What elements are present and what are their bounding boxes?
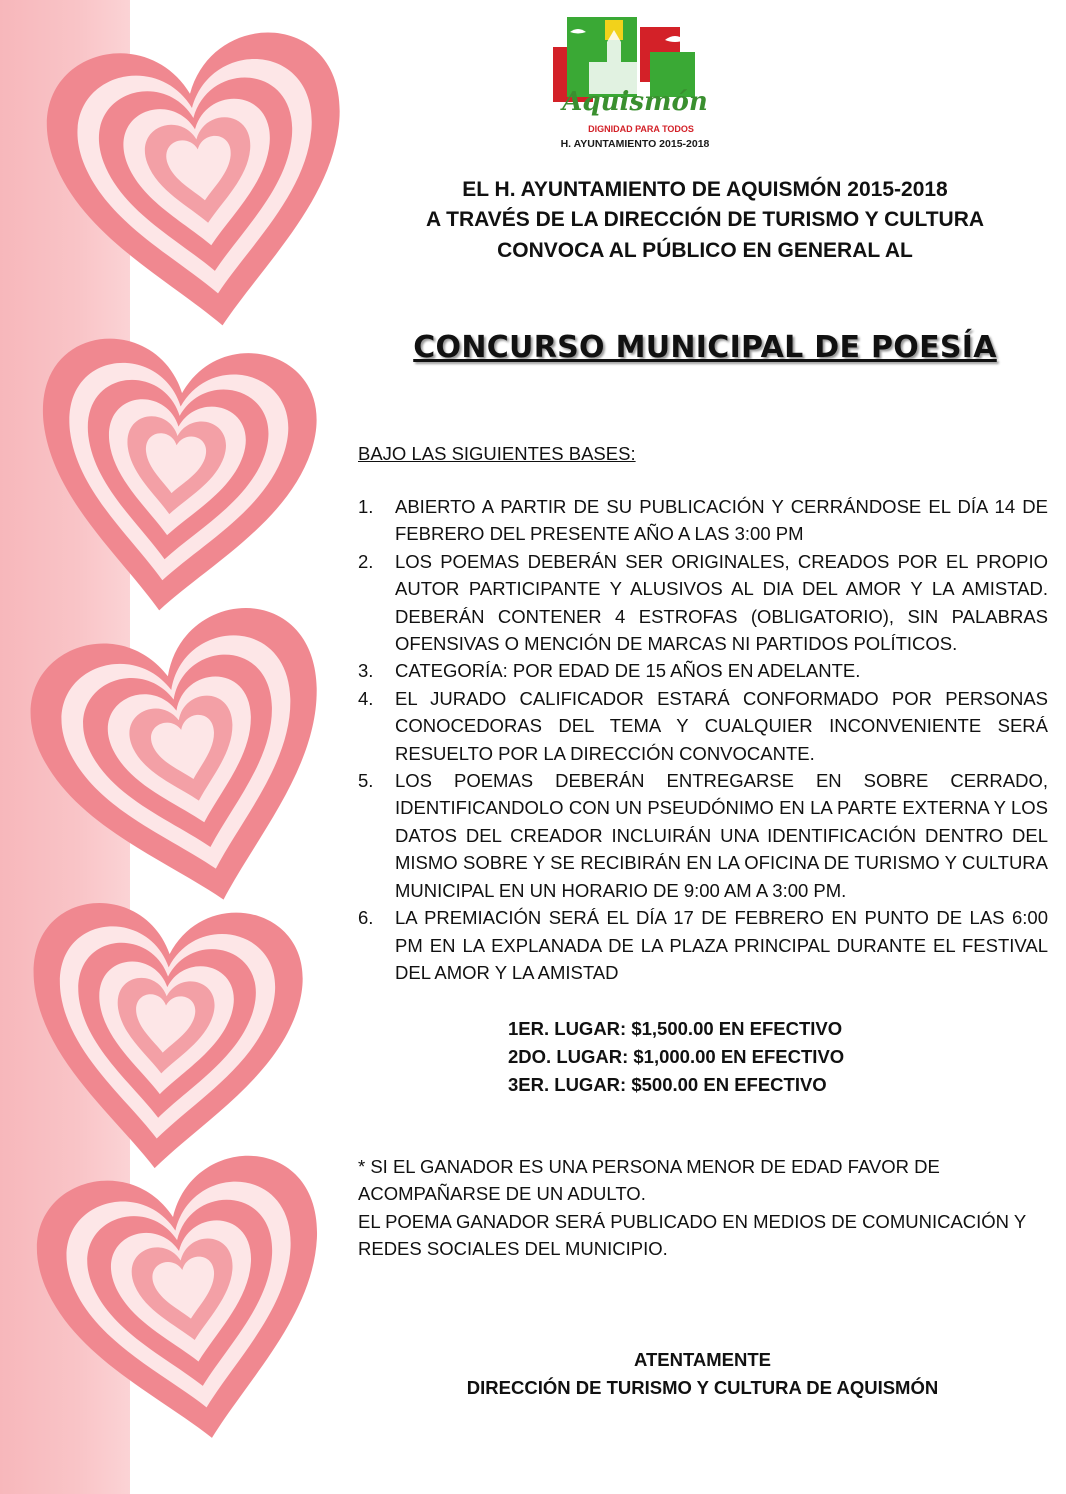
header-line-1: EL H. AYUNTAMIENTO DE AQUISMÓN 2015-2018	[462, 178, 948, 201]
rules-list	[358, 493, 1048, 986]
rule-number: 4.	[358, 687, 374, 709]
rule-item	[358, 493, 1048, 548]
prizes-list	[508, 1015, 844, 1099]
rule-item	[358, 685, 1048, 767]
rule-item	[358, 548, 1048, 658]
heart-icon	[16, 593, 360, 934]
rule-text: EL JURADO CALIFICADOR ESTARÁ CONFORMADO POR PERSONAS CONOCEDORAS DEL TEMA Y CUALQUIER INCONVENIENTE SERÁ RESUELTO POR LA DIRECCIÓN CONVOCANTE.	[395, 687, 1048, 764]
signoff	[350, 1346, 1055, 1402]
signoff-signer: DIRECCIÓN DE TURISMO Y CULTURA DE AQUISMÓN	[466, 1377, 939, 1398]
rule-text: CATEGORÍA: POR EDAD DE 15 AÑOS EN ADELANTE.	[395, 660, 861, 682]
rule-item	[358, 657, 1048, 684]
header-line-2: A TRAVÉS DE LA DIRECCIÓN DE TURISMO Y CULTURA	[425, 208, 985, 231]
hearts-decoration	[0, 0, 360, 1494]
bases-heading: BAJO LAS SIGUIENTES BASES:	[358, 443, 636, 464]
rule-text: ABIERTO A PARTIR DE SU PUBLICACIÓN Y CERRÁNDOSE EL DÍA 14 DE FEBRERO DEL PRESENTE AÑO A LAS 3:00 PM	[395, 496, 1048, 545]
rule-text: LOS POEMAS DEBERÁN ENTREGARSE EN SOBRE CERRADO, IDENTIFICANDOLO CON UN PSEUDÓNIMO EN LA PARTE EXTERNA Y LOS DATOS DEL CREADOR INCLUIRÁN UNA IDENTIFICACIÓN DENTRO DEL MISMO SOBRE Y SE RECIBIRÁN EN LA OFICINA DE TURISMO Y CULTURA MUNICIPAL EN UN HORARIO DE 9:00 AM A 3:00 PM.	[395, 770, 1048, 901]
rule-number: 1.	[358, 496, 374, 517]
logo-motto: DIGNIDAD PARA TODOS	[588, 124, 694, 134]
aquismon-logo	[545, 12, 725, 152]
header-line-3: CONVOCA AL PÚBLICO EN GENERAL AL	[497, 239, 913, 262]
heart-icon	[26, 1145, 351, 1462]
prize-second: 2DO. LUGAR: $1,000.00 EN EFECTIVO	[508, 1046, 845, 1067]
note-minor: * SI EL GANADOR ES UNA PERSONA MENOR DE EDAD FAVOR DE ACOMPAÑARSE DE UN ADULTO.	[358, 1156, 940, 1205]
rule-number: 5.	[358, 770, 374, 792]
rule-item	[358, 767, 1048, 904]
rule-text: LOS POEMAS DEBERÁN SER ORIGINALES, CREADOS POR EL PROPIO AUTOR PARTICIPANTE Y ALUSIVOS AL DIA DEL AMOR Y LA AMISTAD. DEBERÁN CONTENER 4 ESTROFAS (OBLIGATORIO), SIN PALABRAS OFENSIVAS O MENCIÓN DE MARCAS NI PARTIDOS POLÍTICOS.	[395, 550, 1048, 655]
notes	[358, 1153, 1058, 1263]
prize-first: 1ER. LUGAR: $1,500.00 EN EFECTIVO	[508, 1018, 843, 1039]
heart-icon	[23, 332, 323, 625]
rule-number: 6.	[358, 907, 374, 929]
rule-item	[358, 904, 1048, 986]
heart-icon	[20, 899, 307, 1178]
note-publication: EL POEMA GANADOR SERÁ PUBLICADO EN MEDIOS DE COMUNICACIÓN Y REDES SOCIALES DEL MUNICIPIO.	[358, 1210, 1026, 1260]
rule-text: LA PREMIACIÓN SERÁ EL DÍA 17 DE FEBRERO EN PUNTO DE LAS 6:00 PM EN LA EXPLANADA DE LA PLAZA PRINCIPAL DURANTE EL FESTIVAL DEL AMOR Y LA AMISTAD	[395, 907, 1048, 983]
prize-third: 3ER. LUGAR: $500.00 EN EFECTIVO	[508, 1074, 827, 1095]
logo-name: Aquismón	[562, 87, 708, 117]
rule-number: 3.	[358, 660, 374, 682]
rule-number: 2.	[358, 550, 374, 572]
contest-title: CONCURSO MUNICIPAL DE POESÍA	[413, 330, 997, 365]
logo-period: H. AYUNTAMIENTO 2015-2018	[560, 138, 710, 150]
signoff-closing: ATENTAMENTE	[633, 1349, 772, 1370]
heart-icon	[37, 23, 360, 346]
